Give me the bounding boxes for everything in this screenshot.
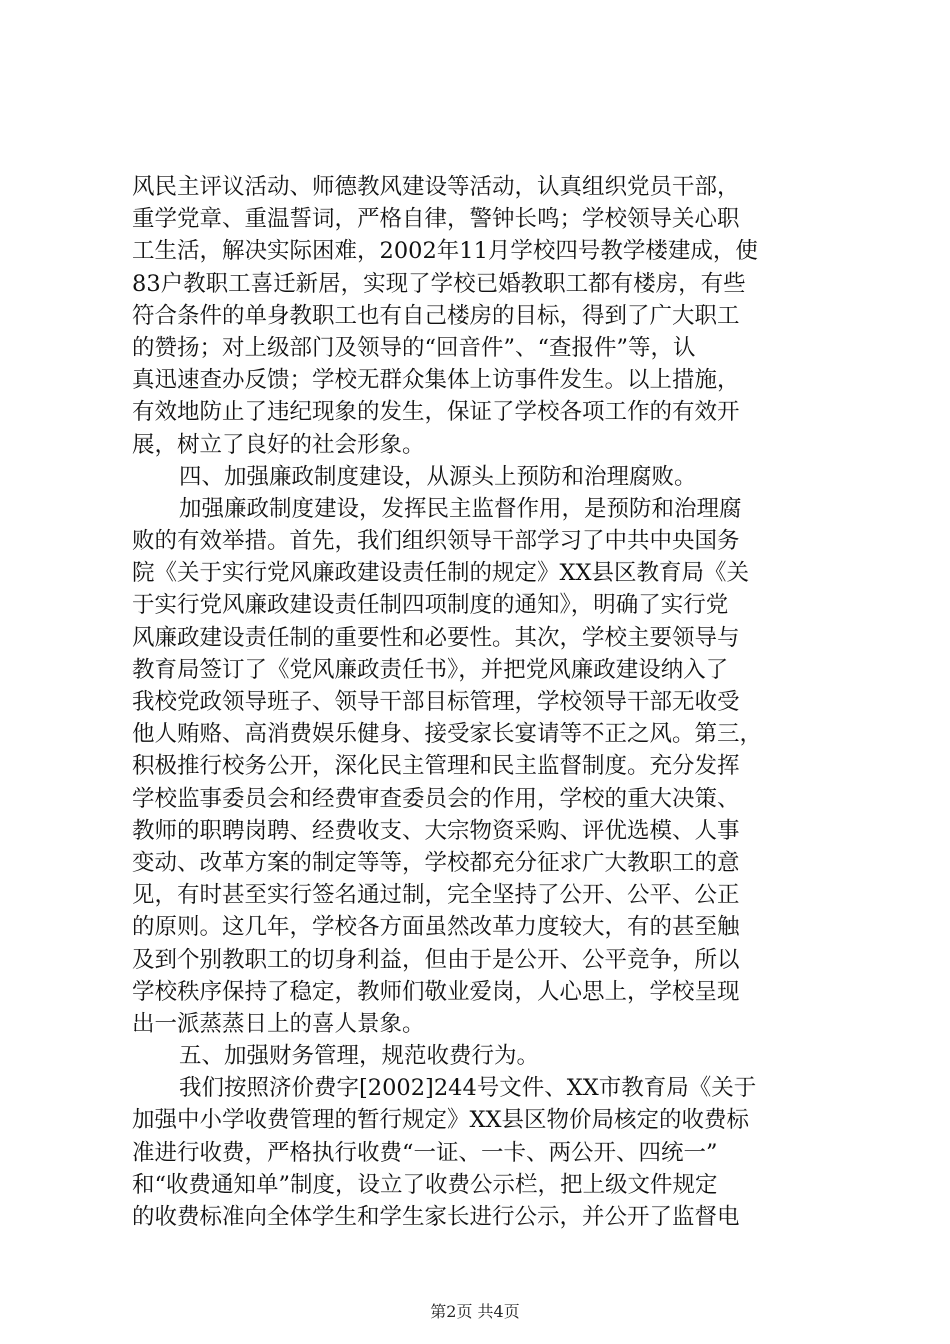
text-line: 于实行党风廉政建设责任制四项制度的通知》，明确了实行党: [132, 592, 729, 619]
text-line: 和“收费通知单”制度，设立了收费公示栏，把上级文件规定: [132, 1171, 718, 1198]
text-line: 学校监事委员会和经费审查委员会的作用，学校的重大决策、: [132, 785, 740, 812]
text-line: 重学党章、重温誓词，严格自律，警钟长鸣；学校领导关心职: [132, 206, 740, 233]
text-line: 积极推行校务公开，深化民主管理和民主监督制度。充分发挥: [132, 753, 740, 780]
text-line: 真迅速查办反馈；学校无群众集体上访事件发生。以上措施，: [132, 367, 740, 394]
text-line: 出一派蒸蒸日上的喜人景象。: [132, 1010, 425, 1037]
text-line: 的收费标准向全体学生和学生家长进行公示，并公开了监督电: [132, 1204, 740, 1230]
text-line: 我们按照济价费字[2002]244号文件、XX市教育局《关于: [179, 1075, 757, 1102]
text-line: 及到个别教职工的切身利益，但由于是公开、公平竞争，所以: [132, 946, 740, 973]
text-line: 83户教职工喜迁新居，实现了学校已婚教职工都有楼房，有些: [132, 270, 746, 297]
text-line: 的原则。这几年，学校各方面虽然改革力度较大，有的甚至触: [132, 914, 740, 941]
text-line: 见，有时甚至实行签名通过制，完全坚持了公开、公平、公正: [132, 882, 740, 909]
text-line: 有效地防止了违纪现象的发生，保证了学校各项工作的有效开: [132, 399, 740, 426]
text-line: 教师的职聘岗聘、经费收支、大宗物资采购、评优选模、人事: [132, 817, 740, 844]
section-heading: 五、加强财务管理，规范收费行为。: [179, 1043, 540, 1070]
document-body: [132, 171, 852, 1233]
text-line: 他人贿赂、高消费娱乐健身、接受家长宴请等不正之风。第三，: [132, 721, 763, 748]
text-line: 符合条件的单身教职工也有自己楼房的目标，得到了广大职工: [132, 302, 740, 329]
text-line: 工生活，解决实际困难，2002年11月学校四号教学楼建成，使: [132, 238, 758, 265]
text-line: 我校党政领导班子、领导干部目标管理，学校领导干部无收受: [132, 689, 740, 715]
page-number-footer: 第2页 共4页: [430, 1302, 520, 1321]
section-heading: 四、加强廉政制度建设，从源头上预防和治理腐败。: [179, 463, 697, 490]
text-line: 变动、改革方案的制定等等，学校都充分征求广大教职工的意: [132, 849, 740, 876]
text-line: 教育局签订了《党风廉政责任书》，并把党风廉政建设纳入了: [132, 656, 729, 683]
text-line: 加强廉政制度建设，发挥民主监督作用，是预防和治理腐: [179, 495, 742, 522]
text-line: 败的有效举措。首先，我们组织领导干部学习了中共中央国务: [132, 528, 740, 555]
text-line: 院《关于实行党风廉政建设责任制的规定》XX县区教育局《关: [132, 560, 750, 587]
text-line: 准进行收费，严格执行收费“一证、一卡、两公开、四统一”: [132, 1139, 718, 1166]
text-line: 风廉政建设责任制的重要性和必要性。其次，学校主要领导与: [132, 624, 740, 651]
text-line: 展，树立了良好的社会形象。: [132, 431, 425, 458]
text-line: 的赞扬；对上级部门及领导的“回音件”、“查报件”等，认: [132, 334, 696, 361]
text-line: 学校秩序保持了稳定，教师们敬业爱岗，人心思上，学校呈现: [132, 978, 740, 1005]
text-line: 加强中小学收费管理的暂行规定》XX县区物价局核定的收费标: [132, 1107, 750, 1134]
text-line: 风民主评议活动、师德教风建设等活动，认真组织党员干部，: [132, 174, 740, 200]
